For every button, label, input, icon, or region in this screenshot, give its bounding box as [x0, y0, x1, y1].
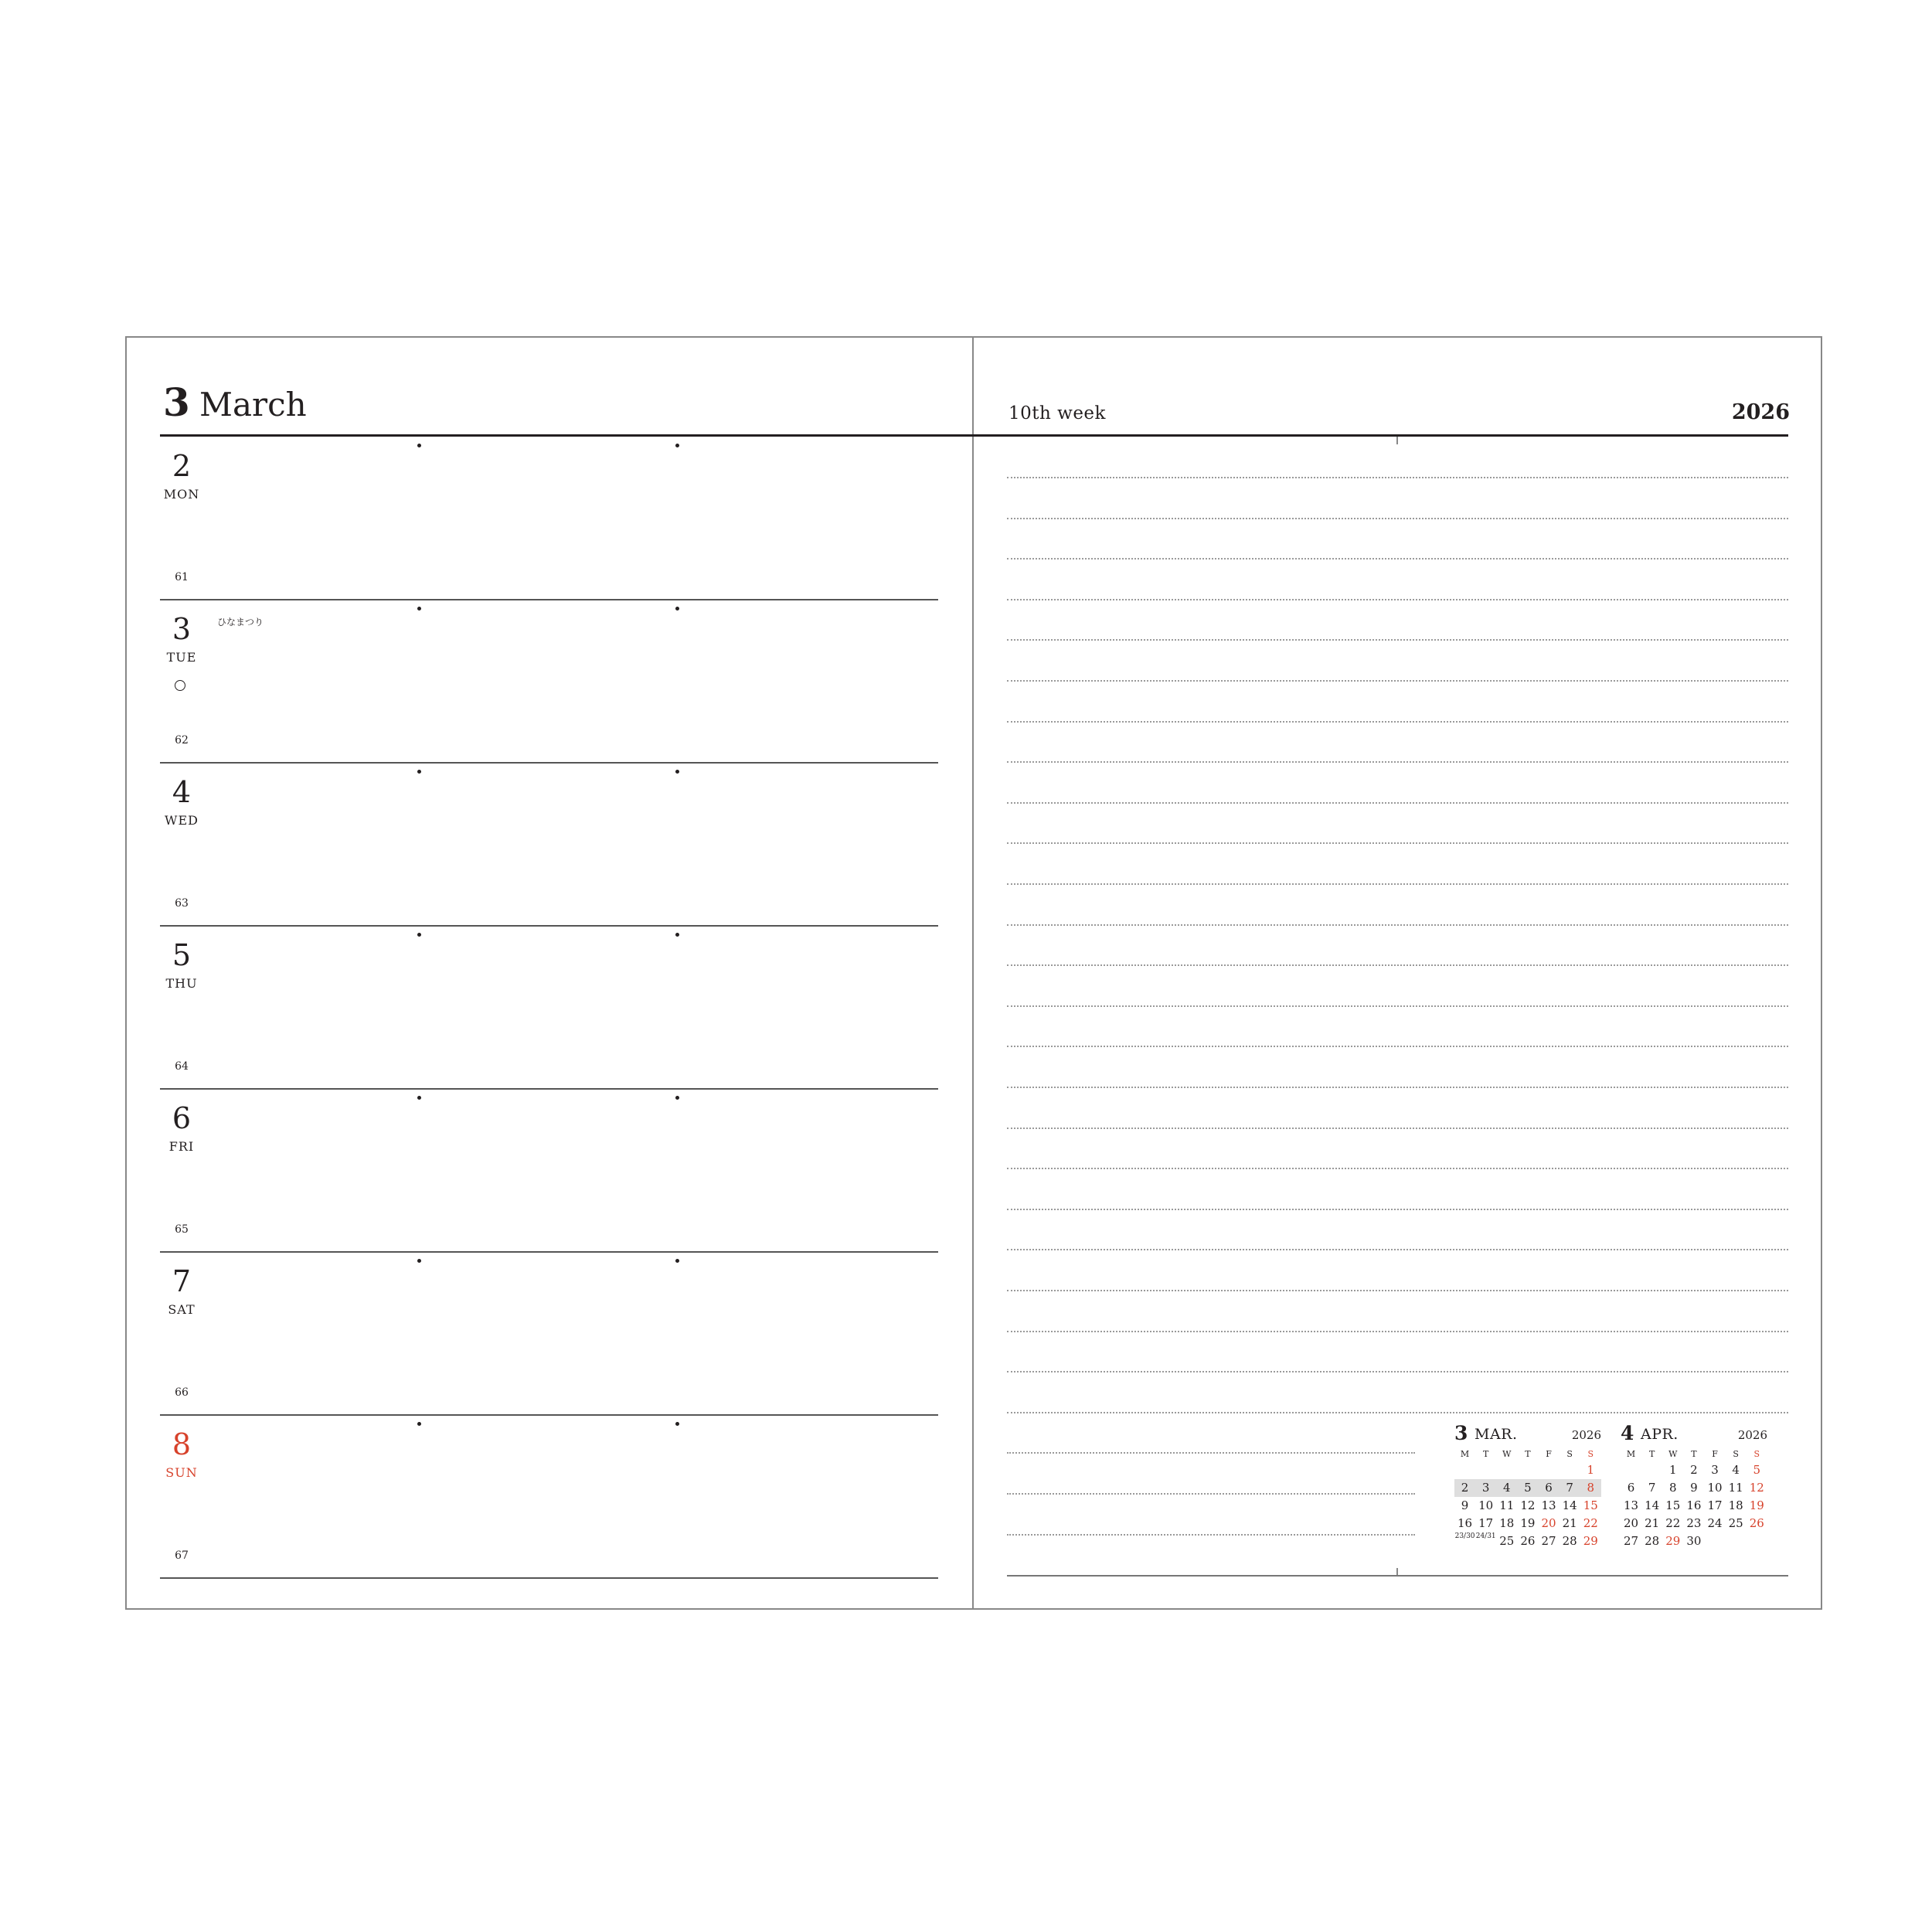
day-date: 3	[172, 612, 192, 646]
day-weekday: MON	[163, 487, 200, 502]
note-line[interactable]	[1007, 842, 1788, 844]
mini-weekday: S	[1587, 1449, 1594, 1459]
mini-month-number: 4	[1621, 1422, 1634, 1444]
mini-weekday: W	[1502, 1449, 1512, 1459]
note-line[interactable]	[1007, 1290, 1788, 1291]
mini-day[interactable]: 5	[1517, 1479, 1538, 1497]
day-row[interactable]	[160, 1416, 938, 1579]
mini-day[interactable]: 17	[1478, 1516, 1494, 1530]
mini-weekday: S	[1566, 1449, 1573, 1459]
day-weekday: THU	[165, 976, 198, 991]
mini-week-row	[1621, 1497, 1767, 1515]
day-date: 2	[172, 449, 192, 483]
mini-day[interactable]: 11	[1499, 1498, 1515, 1512]
mini-day[interactable]: 3	[1711, 1463, 1719, 1477]
mini-week-row	[1454, 1479, 1601, 1497]
day-date: 5	[172, 938, 192, 972]
mini-day[interactable]: 29	[1665, 1534, 1681, 1548]
day-date: 6	[172, 1101, 192, 1135]
note-line[interactable]	[1007, 1209, 1788, 1210]
note-line[interactable]	[1007, 1371, 1788, 1372]
mini-day	[1621, 1461, 1641, 1479]
mini-weekday: T	[1691, 1449, 1697, 1459]
note-line[interactable]	[1007, 1005, 1788, 1007]
notes-bottom-rule	[1007, 1575, 1788, 1577]
mini-day[interactable]: 9	[1461, 1498, 1469, 1512]
mini-weekday: T	[1525, 1449, 1531, 1459]
day-row[interactable]	[160, 927, 938, 1090]
note-line[interactable]	[1007, 1128, 1788, 1129]
mini-day[interactable]: 18	[1499, 1516, 1515, 1530]
mini-day[interactable]: 13	[1541, 1498, 1556, 1512]
mini-weekday: S	[1733, 1449, 1739, 1459]
full-moon-icon	[175, 680, 185, 691]
column-marker-dot	[675, 607, 679, 611]
mini-day[interactable]: 10	[1478, 1498, 1494, 1512]
mini-day[interactable]: 15	[1665, 1498, 1681, 1512]
note-line[interactable]	[1007, 477, 1788, 478]
mini-day[interactable]: 1	[1587, 1463, 1595, 1477]
note-line[interactable]	[1007, 599, 1788, 600]
mini-day	[1517, 1461, 1538, 1479]
mini-day[interactable]: 15	[1583, 1498, 1598, 1512]
mini-day[interactable]: 20	[1541, 1516, 1556, 1530]
mini-weekday-row	[1454, 1447, 1601, 1461]
day-weekday: TUE	[166, 650, 197, 665]
day-row[interactable]	[160, 600, 938, 764]
day-weekday: SUN	[165, 1465, 198, 1480]
mini-day	[1454, 1461, 1475, 1479]
mini-day	[1726, 1532, 1747, 1550]
note-line[interactable]	[1007, 1168, 1788, 1169]
center-tick	[1396, 437, 1398, 444]
header-rule	[160, 434, 1788, 437]
mini-weekday: F	[1546, 1449, 1552, 1459]
mini-weekday: F	[1712, 1449, 1718, 1459]
mini-day	[1560, 1461, 1580, 1479]
mini-weekday: T	[1483, 1449, 1489, 1459]
column-marker-dot	[675, 1259, 679, 1263]
note-line[interactable]	[1007, 761, 1788, 763]
mini-day[interactable]: 7	[1648, 1481, 1656, 1495]
mini-day	[1641, 1461, 1662, 1479]
note-line[interactable]	[1007, 558, 1788, 560]
mini-day[interactable]: 22	[1583, 1516, 1598, 1530]
mini-day[interactable]: 28	[1562, 1534, 1577, 1548]
mini-day[interactable]: 12	[1520, 1498, 1536, 1512]
column-marker-dot	[675, 770, 679, 774]
mini-day[interactable]: 25	[1499, 1534, 1515, 1548]
mini-day[interactable]: 2	[1454, 1479, 1475, 1497]
note-line[interactable]	[1007, 1331, 1788, 1332]
mini-day[interactable]: 26	[1749, 1516, 1764, 1530]
note-line[interactable]	[1007, 1412, 1788, 1413]
note-line[interactable]	[1007, 518, 1788, 519]
mini-day[interactable]: 5	[1753, 1463, 1761, 1477]
column-marker-dot	[417, 607, 421, 611]
day-weekday: WED	[165, 813, 199, 828]
day-row[interactable]	[160, 1090, 938, 1253]
note-line[interactable]	[1007, 1493, 1415, 1495]
note-line[interactable]	[1007, 680, 1788, 682]
mini-day[interactable]: 3	[1475, 1479, 1496, 1497]
mini-day[interactable]: 6	[1627, 1481, 1635, 1495]
mini-day[interactable]: 10	[1707, 1481, 1723, 1495]
mini-day[interactable]: 22	[1665, 1516, 1681, 1530]
mini-day[interactable]: 20	[1624, 1516, 1639, 1530]
mini-day	[1705, 1532, 1726, 1550]
day-row[interactable]	[160, 437, 938, 600]
mini-week-row	[1621, 1515, 1767, 1532]
mini-day[interactable]: 14	[1562, 1498, 1577, 1512]
mini-month-name: APR.	[1641, 1426, 1679, 1443]
mini-week-row	[1621, 1532, 1767, 1550]
mini-day[interactable]: 23/30	[1454, 1532, 1475, 1540]
mini-day[interactable]: 7	[1560, 1479, 1580, 1497]
mini-weekday: S	[1753, 1449, 1760, 1459]
day-of-year: 65	[175, 1223, 189, 1236]
mini-day[interactable]: 6	[1539, 1479, 1560, 1497]
mini-day[interactable]: 28	[1645, 1534, 1660, 1548]
day-rule	[160, 1577, 938, 1579]
column-marker-dot	[675, 1422, 679, 1426]
day-of-year: 63	[175, 897, 189, 910]
column-marker-dot	[675, 1096, 679, 1100]
mini-grid	[1454, 1447, 1601, 1550]
note-line[interactable]	[1007, 721, 1788, 723]
column-marker-dot	[675, 933, 679, 937]
mini-day[interactable]: 30	[1686, 1534, 1702, 1548]
mini-year: 2026	[1571, 1428, 1601, 1442]
mini-day[interactable]: 21	[1562, 1516, 1577, 1530]
mini-week-row	[1454, 1532, 1601, 1550]
column-marker-dot	[417, 444, 421, 447]
mini-week-row	[1454, 1497, 1601, 1515]
note-line[interactable]	[1007, 1087, 1788, 1088]
mini-day[interactable]: 17	[1707, 1498, 1723, 1512]
mini-day[interactable]: 14	[1645, 1498, 1660, 1512]
week-label: 10th week	[1009, 403, 1106, 423]
mini-weekday: T	[1649, 1449, 1655, 1459]
mini-day[interactable]: 24	[1707, 1516, 1723, 1530]
mini-day[interactable]: 21	[1645, 1516, 1660, 1530]
year-label: 2026	[1731, 400, 1790, 424]
mini-weekday: W	[1668, 1449, 1678, 1459]
note-line[interactable]	[1007, 1249, 1788, 1250]
day-of-year: 66	[175, 1386, 189, 1399]
month-number: 3	[163, 379, 190, 425]
page-gutter	[972, 336, 974, 1610]
mini-day[interactable]: 19	[1520, 1516, 1536, 1530]
mini-day[interactable]: 19	[1749, 1498, 1764, 1512]
column-marker-dot	[675, 444, 679, 447]
day-row[interactable]	[160, 764, 938, 927]
mini-weekday: M	[1460, 1449, 1470, 1459]
day-of-year: 64	[175, 1060, 189, 1073]
note-line[interactable]	[1007, 883, 1788, 885]
column-marker-dot	[417, 1422, 421, 1426]
mini-day[interactable]: 2	[1690, 1463, 1698, 1477]
mini-day[interactable]: 9	[1690, 1481, 1698, 1495]
day-of-year: 67	[175, 1549, 189, 1562]
mini-day[interactable]: 29	[1583, 1534, 1598, 1548]
day-weekday: FRI	[168, 1139, 195, 1154]
mini-week-row	[1621, 1461, 1767, 1479]
mini-day[interactable]: 4	[1732, 1463, 1740, 1477]
month-name: March	[199, 386, 307, 423]
column-marker-dot	[417, 1259, 421, 1263]
mini-month-number: 3	[1454, 1422, 1468, 1444]
column-marker-dot	[417, 933, 421, 937]
mini-day	[1496, 1461, 1517, 1479]
mini-week-row	[1621, 1479, 1767, 1497]
mini-week-row	[1454, 1515, 1601, 1532]
mini-year: 2026	[1737, 1428, 1767, 1442]
mini-day[interactable]: 8	[1580, 1479, 1601, 1497]
mini-grid	[1621, 1447, 1767, 1550]
note-line[interactable]	[1007, 1534, 1415, 1536]
mini-day[interactable]: 25	[1728, 1516, 1743, 1530]
holiday-label: ひなまつり	[217, 617, 264, 628]
mini-day[interactable]: 11	[1728, 1481, 1743, 1495]
note-line[interactable]	[1007, 802, 1788, 804]
mini-day	[1747, 1532, 1767, 1550]
note-line[interactable]	[1007, 1046, 1788, 1047]
mini-day[interactable]: 27	[1541, 1534, 1556, 1548]
note-line[interactable]	[1007, 924, 1788, 926]
mini-week-row	[1454, 1461, 1601, 1479]
mini-day[interactable]: 24/31	[1475, 1532, 1496, 1540]
column-marker-dot	[417, 770, 421, 774]
mini-day[interactable]: 1	[1669, 1463, 1677, 1477]
mini-month-name: MAR.	[1475, 1426, 1518, 1443]
mini-day[interactable]: 4	[1496, 1479, 1517, 1497]
note-line[interactable]	[1007, 964, 1788, 966]
mini-day[interactable]: 18	[1728, 1498, 1743, 1512]
mini-day	[1475, 1461, 1496, 1479]
day-date: 7	[172, 1264, 192, 1298]
day-row[interactable]	[160, 1253, 938, 1416]
mini-day[interactable]: 26	[1520, 1534, 1536, 1548]
mini-day[interactable]: 16	[1458, 1516, 1473, 1530]
mini-day[interactable]: 27	[1624, 1534, 1639, 1548]
mini-day[interactable]: 23	[1686, 1516, 1702, 1530]
column-marker-dot	[417, 1096, 421, 1100]
mini-day	[1539, 1461, 1560, 1479]
day-of-year: 62	[175, 734, 189, 747]
note-line[interactable]	[1007, 1452, 1415, 1454]
day-date: 8	[172, 1427, 192, 1461]
mini-weekday: M	[1626, 1449, 1636, 1459]
mini-day[interactable]: 12	[1749, 1481, 1764, 1495]
mini-day[interactable]: 16	[1686, 1498, 1702, 1512]
day-of-year: 61	[175, 571, 189, 583]
mini-day[interactable]: 13	[1624, 1498, 1639, 1512]
day-date: 4	[172, 775, 192, 809]
day-weekday: SAT	[168, 1302, 196, 1317]
note-line[interactable]	[1007, 639, 1788, 641]
mini-day[interactable]: 8	[1669, 1481, 1677, 1495]
mini-weekday-row	[1621, 1447, 1767, 1461]
